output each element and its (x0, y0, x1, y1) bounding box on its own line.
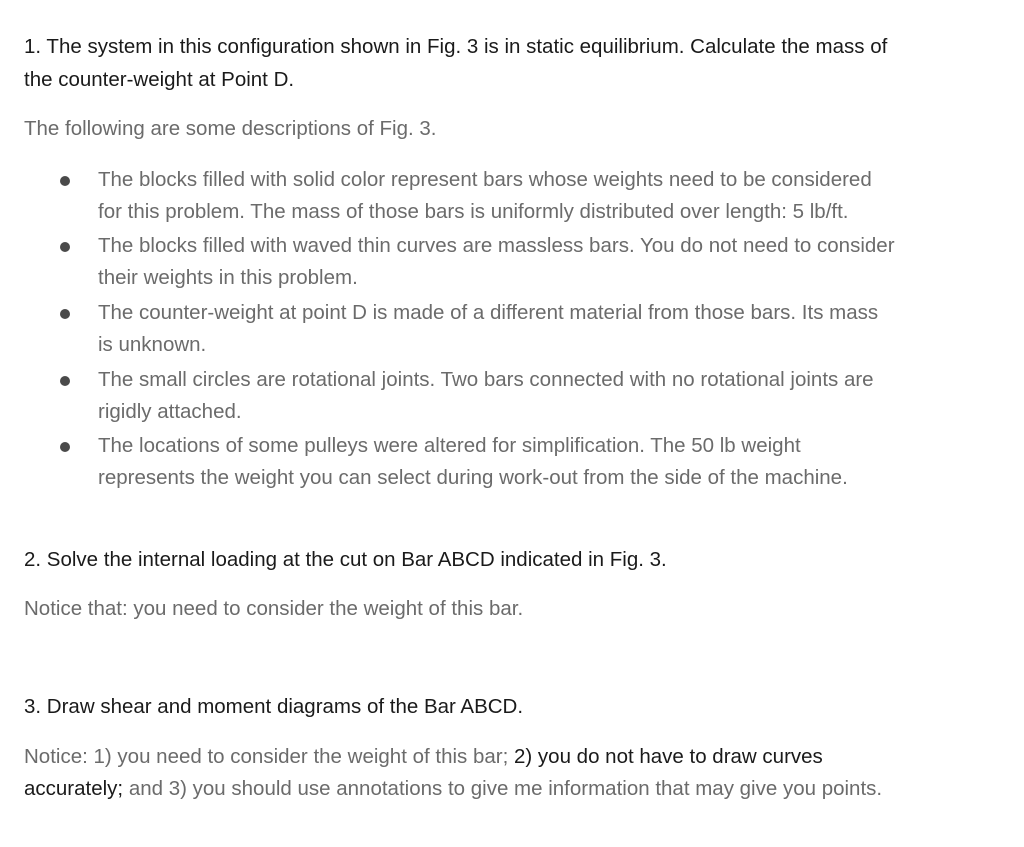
bullet-line: The blocks filled with waved thin curves are massless bars. You do not need to consider (98, 234, 895, 257)
q1-intro: The following are some descriptions of Fig. 3. (24, 117, 437, 140)
bullet-line: The counter-weight at point D is made of a different material from those bars. Its mass (98, 301, 879, 324)
bullet-text (98, 297, 998, 361)
bullet-text (98, 364, 998, 428)
bullet-text (98, 164, 998, 228)
q3-notice-part-3: accurately; (24, 777, 124, 800)
bullet-icon (60, 442, 70, 452)
q1-text-line-2: the counter-weight at Point D. (24, 68, 295, 91)
q1-text-line-1: 1. The system in this configuration shown in Fig. 3 is in static equilibrium. Calculate the mass of (24, 35, 888, 58)
bullet-line: for this problem. The mass of those bars is uniformly distributed over length: 5 lb/ft. (98, 200, 849, 223)
q3-notice-part-4: and 3) you should use annotations to give me information that may give you points. (123, 777, 883, 800)
bullet-line: is unknown. (98, 333, 207, 356)
bullet-line: represents the weight you can select during work-out from the side of the machine. (98, 466, 848, 489)
bullet-icon (60, 309, 70, 319)
bullet-text (98, 430, 998, 494)
bullet-line: The small circles are rotational joints. Two bars connected with no rotational joints are (98, 368, 874, 391)
bullet-icon (60, 242, 70, 252)
q2-notice: Notice that: you need to consider the weight of this bar. (24, 597, 524, 620)
bullet-icon (60, 376, 70, 386)
bullet-text (98, 230, 998, 294)
q3-notice-part-1: Notice: 1) you need to consider the weight of this bar; (24, 745, 514, 768)
bullet-line: The locations of some pulleys were altered for simplification. The 50 lb weight (98, 434, 801, 457)
bullet-line: their weights in this problem. (98, 266, 358, 289)
q3-notice-line-1 (24, 741, 823, 773)
bullet-line: rigidly attached. (98, 400, 242, 423)
bullet-line: The blocks filled with solid color represent bars whose weights need to be considered (98, 168, 872, 191)
bullet-icon (60, 176, 70, 186)
q3-notice-part-2: 2) you do not have to draw curves (514, 745, 823, 768)
q2-question: 2. Solve the internal loading at the cut on Bar ABCD indicated in Fig. 3. (24, 548, 667, 571)
q3-notice-line-2 (24, 773, 882, 805)
q3-question: 3. Draw shear and moment diagrams of the Bar ABCD. (24, 695, 524, 718)
